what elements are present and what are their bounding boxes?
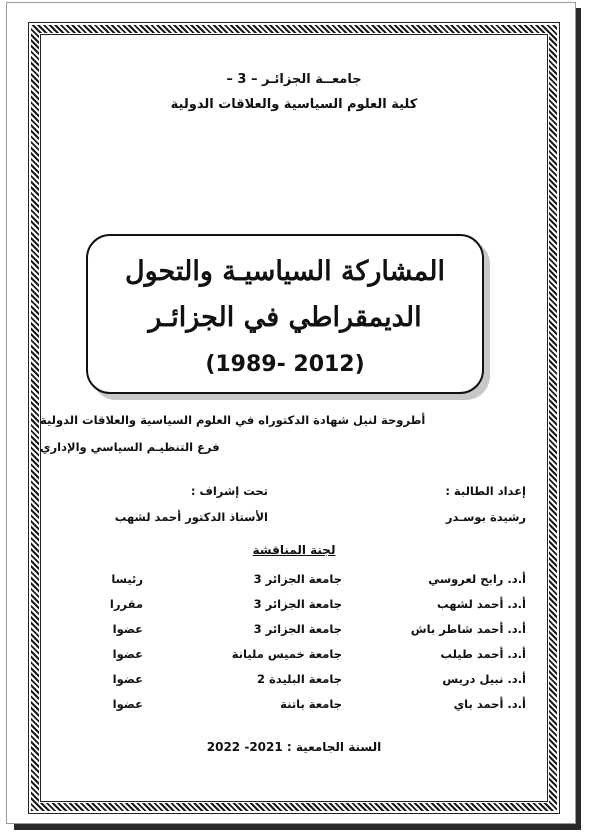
committee-member-row bbox=[0, 597, 590, 617]
member-role: عضوا bbox=[112, 697, 143, 711]
member-role: عضوا bbox=[112, 622, 143, 636]
member-university: جامعة خميس مليانة bbox=[231, 647, 342, 661]
thesis-title-years: (1989- 2012) bbox=[205, 352, 365, 377]
member-university: جامعة باتنة bbox=[280, 697, 342, 711]
member-university: جامعة الجزائر 3 bbox=[253, 597, 342, 611]
committee-member-row bbox=[0, 647, 590, 667]
member-role: عضوا bbox=[112, 672, 143, 686]
committee-member-row bbox=[0, 622, 590, 642]
member-university: جامعة البليدة 2 bbox=[257, 672, 342, 686]
committee-member-row bbox=[0, 697, 590, 717]
member-role: عضوا bbox=[112, 647, 143, 661]
member-name: أ.د. أحمد لشهب bbox=[437, 597, 526, 611]
committee-title: لجنة المناقشة bbox=[252, 543, 336, 557]
committee-member-row bbox=[0, 672, 590, 692]
thesis-title-line2: الديمقراطي في الجزائـر bbox=[148, 302, 422, 333]
thesis-branch: فرع التنظيـم السياسي والإداري bbox=[40, 440, 220, 454]
member-name: أ.د. أحمد طيلب bbox=[440, 647, 526, 661]
committee-member-row bbox=[0, 572, 590, 592]
member-university: جامعة الجزائر 3 bbox=[253, 572, 342, 586]
member-name: أ.د. رابح لعروسي bbox=[428, 572, 526, 586]
academic-year: السنة الجامعية : 2021- 2022 bbox=[206, 740, 382, 754]
member-name: أ.د. أحمد باي bbox=[453, 697, 526, 711]
supervisor-label: تحت إشراف : bbox=[190, 484, 268, 498]
supervisor-name: الأستاذ الدكتور أحمد لشهب bbox=[114, 510, 268, 524]
thesis-title-line1: المشاركة السياسيـة والتحول bbox=[124, 256, 446, 287]
member-name: أ.د. نبيل دريس bbox=[442, 672, 526, 686]
member-role: مقررا bbox=[109, 597, 143, 611]
member-name: أ.د. أحمد شاطر باش bbox=[410, 622, 526, 636]
thesis-description: أطروحة لنيل شهادة الدكتوراه في العلوم السياسية والعلاقات الدولية bbox=[40, 413, 426, 427]
page-shadow bbox=[14, 824, 581, 830]
student-label: إعداد الطالبة : bbox=[445, 484, 526, 498]
member-role: رئيسا bbox=[111, 572, 143, 586]
student-name: رشيدة بوسـدر bbox=[445, 510, 526, 524]
member-university: جامعة الجزائر 3 bbox=[253, 622, 342, 636]
faculty-name: كلية العلوم السياسية والعلاقات الدولية bbox=[170, 97, 418, 112]
university-name: جامعــة الجزائـر – 3 – bbox=[226, 72, 362, 87]
